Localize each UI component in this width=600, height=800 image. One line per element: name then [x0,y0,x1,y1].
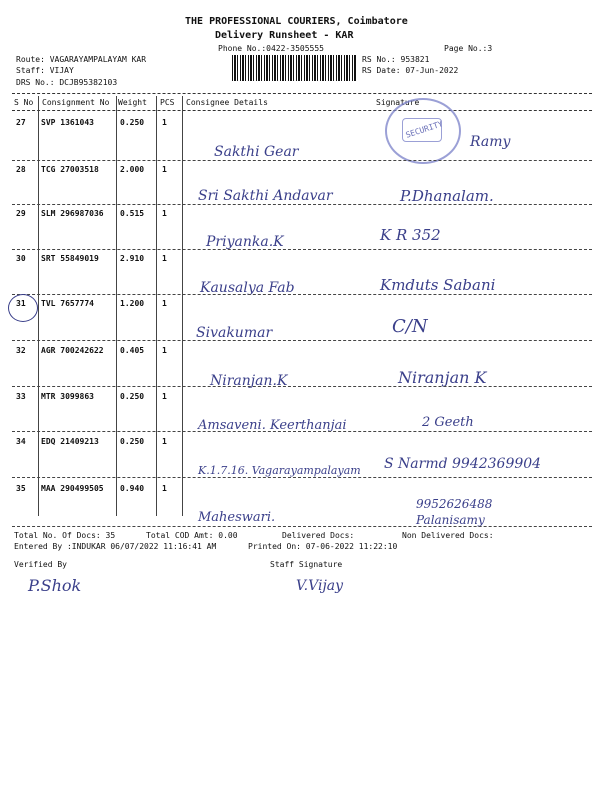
row-weight: 2.000 [120,165,145,174]
row-signature: P.Dhanalam. [400,187,494,205]
col-divider [156,96,157,516]
row-consignee: Amsaveni. Keerthanjai [198,418,347,433]
row-sno: 33 [16,392,26,401]
row-signature: Ramy [470,134,511,150]
row-divider [12,340,592,341]
row-divider [12,204,592,205]
staff-signature-label: Staff Signature [270,560,343,569]
page-number: Page No.:3 [444,44,493,53]
verified-by-label: Verified By [14,560,67,569]
stamp-text: SECURITY [404,119,444,140]
row-weight: 2.910 [120,254,145,263]
col-weight: Weight [118,98,147,107]
row-divider [12,294,592,295]
drs-number: DRS No.: DCJB95382103 [16,78,118,87]
non-delivered-docs: Non Delivered Docs: [402,531,494,540]
row-pcs: 1 [162,437,167,446]
row-sno: 35 [16,484,26,493]
row-pcs: 1 [162,118,167,127]
rs-date: RS Date: 07-Jun-2022 [362,66,459,75]
row-pcs: 1 [162,254,167,263]
col-sno: S No [14,98,34,107]
row-signature: K R 352 [380,226,441,244]
staff-label: Staff: VIJAY [16,66,74,75]
header-divider-bottom [12,110,592,111]
col-consignee: Consignee Details [186,98,268,107]
row-consignment: TVL 7657774 [41,299,94,308]
row-signature: Kmduts Sabani [380,276,496,294]
row-consignment: MAA 290499505 [41,484,104,493]
row-consignee: Sivakumar [196,325,273,341]
row-weight: 0.250 [120,118,145,127]
row-signature: 9952626488 Palanisamy [416,497,493,527]
row-divider [12,477,592,478]
row-consignee: Priyanka.K [206,234,284,250]
row-pcs: 1 [162,484,167,493]
row-signature: C/N [392,316,428,337]
col-divider [116,96,117,516]
row-consignment: MTR 3099863 [41,392,94,401]
row-divider [12,431,592,432]
staff-signature: V.Vijay [296,578,344,594]
row-sno: 30 [16,254,26,263]
header-divider-top [12,93,592,94]
col-consignment: Consignment No [42,98,110,107]
row-consignment: EDQ 21409213 [41,437,99,446]
row-weight: 0.250 [120,392,145,401]
entered-by: Entered By :INDUKAR 06/07/2022 11:16:41 AM [14,542,217,551]
row-weight: 1.200 [120,299,145,308]
row-sno: 27 [16,118,26,127]
row-pcs: 1 [162,209,167,218]
col-signature: Signature [376,98,420,107]
barcode [232,55,356,81]
row-consignee: Kausalya Fab [200,280,295,296]
rs-number: RS No.: 953821 [362,55,430,64]
col-pcs: PCS [160,98,175,107]
row-divider [12,160,592,161]
printed-on: Printed On: 07-06-2022 11:22:10 [248,542,398,551]
total-cod: Total COD Amt: 0.00 [146,531,238,540]
row-consignment: SRT 55849019 [41,254,99,263]
row-divider [12,526,592,527]
row-sno: 28 [16,165,26,174]
row-divider [12,249,592,250]
row-sno: 31 [16,299,26,308]
col-divider [38,96,39,516]
runsheet-title: Delivery Runsheet - KAR [215,30,354,41]
row-sno: 32 [16,346,26,355]
row-pcs: 1 [162,392,167,401]
row-consignee: Niranjan.K [210,373,288,389]
row-consignee: Sri Sakthi Andavar [198,188,333,204]
row-consignment: AGR 700242622 [41,346,104,355]
row-sno: 29 [16,209,26,218]
row-signature: 2 Geeth [422,415,474,430]
verified-by-signature: P.Shok [28,576,82,595]
total-docs: Total No. Of Docs: 35 [14,531,116,540]
row-sno: 34 [16,437,26,446]
row-consignee: Maheswari. [198,510,276,525]
col-divider [182,96,183,516]
row-consignment: TCG 27003518 [41,165,99,174]
row-weight: 0.250 [120,437,145,446]
row-weight: 0.940 [120,484,145,493]
delivered-docs: Delivered Docs: [282,531,355,540]
row-consignment: SVP 1361043 [41,118,94,127]
row-weight: 0.515 [120,209,145,218]
row-pcs: 1 [162,346,167,355]
row-consignment: SLM 296987036 [41,209,104,218]
phone-number: Phone No.:0422-3505555 [218,44,324,53]
row-signature: S Narmd 9942369904 [384,456,542,472]
row-consignee: Sakthi Gear [214,144,299,160]
row-pcs: 1 [162,299,167,308]
row-divider [12,386,592,387]
route-label: Route: VAGARAYAMPALAYAM KAR [16,55,147,64]
row-consignee: K.1.7.16. Vagarayampalayam [198,464,361,477]
row-weight: 0.405 [120,346,145,355]
row-signature: Niranjan K [398,368,487,387]
row-pcs: 1 [162,165,167,174]
company-name: THE PROFESSIONAL COURIERS, Coimbatore [185,16,408,27]
